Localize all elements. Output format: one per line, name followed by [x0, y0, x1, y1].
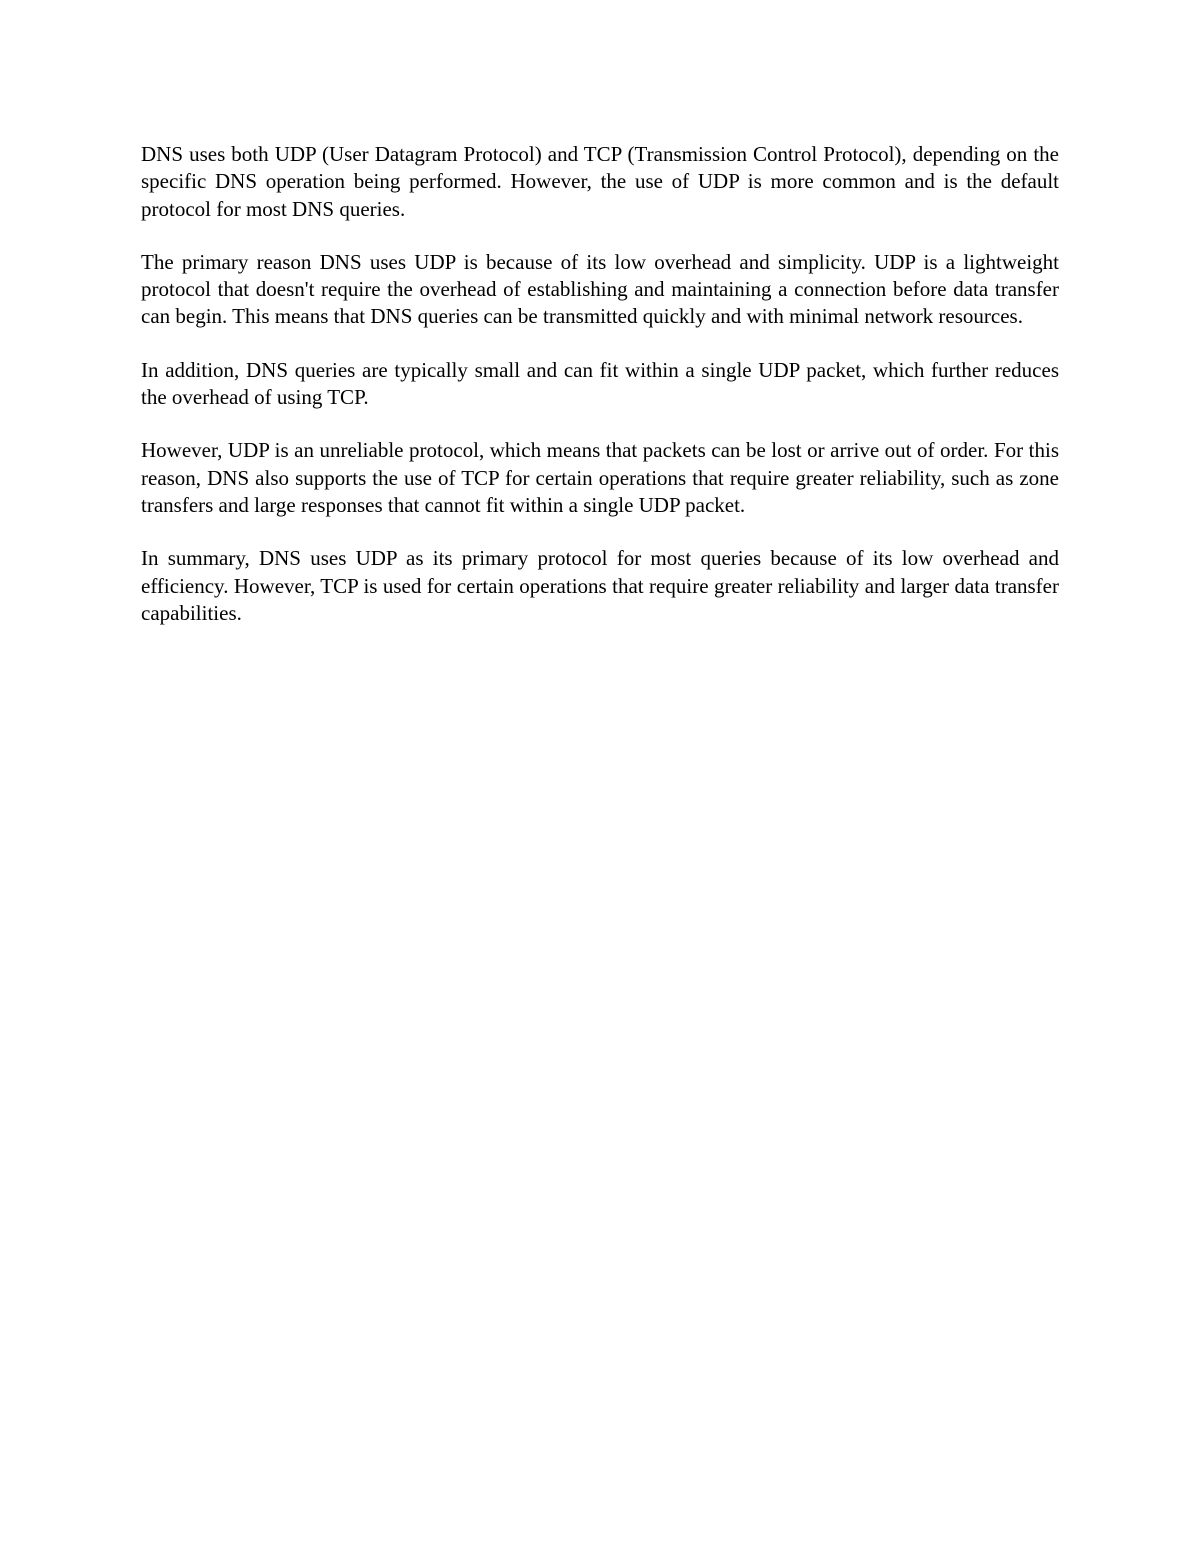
paragraph-dns-protocols: DNS uses both UDP (User Datagram Protocol) and TCP (Transmission Control Protocol), depending on the specific DNS operation being performed. However, the use of UDP is more common and is the default protocol for most DNS queries. [141, 142, 1059, 221]
paragraph-query-size: In addition, DNS queries are typically small and can fit within a single UDP packet, which further reduces the overhead of using TCP. [141, 357, 1059, 410]
document-body [141, 141, 1059, 653]
paragraph-summary: In summary, DNS uses UDP as its primary protocol for most queries because of its low overhead and efficiency. However, TCP is used for certain operations that require greater reliability and larger data transfer capabilities. [141, 546, 1059, 625]
paragraph-tcp-reliability: However, UDP is an unreliable protocol, which means that packets can be lost or arrive out of order. For this reason, DNS also supports the use of TCP for certain operations that require greater reliability, such as zone transfers and large responses that cannot fit within a single UDP packet. [141, 438, 1059, 517]
paragraph-udp-reason: The primary reason DNS uses UDP is because of its low overhead and simplicity. UDP is a lightweight protocol that doesn't require the overhead of establishing and maintaining a connection before data transfer can begin. This means that DNS queries can be transmitted quickly and with minimal network resources. [141, 249, 1059, 329]
